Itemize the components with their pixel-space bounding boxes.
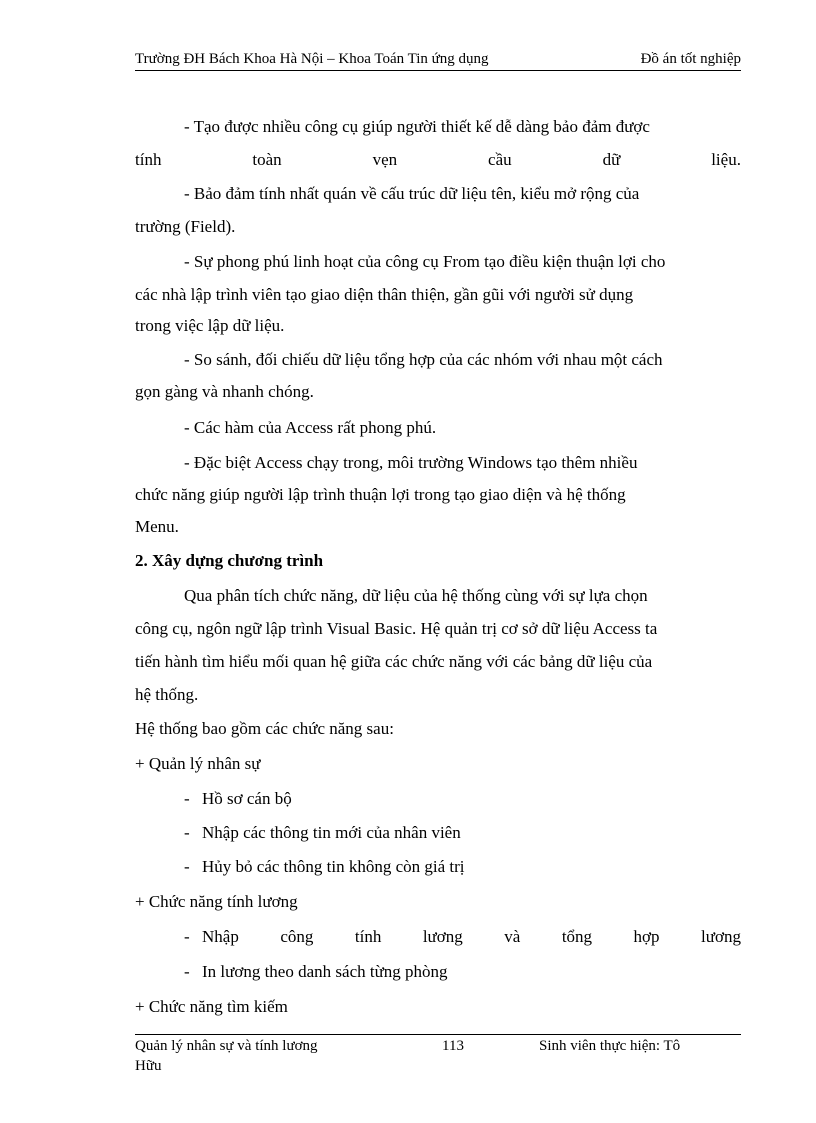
- paragraph-line: - Tạo được nhiều công cụ giúp người thiết kế dễ dàng bảo đảm được: [184, 117, 650, 136]
- page-footer: [135, 1034, 741, 1080]
- list-item: [184, 962, 790, 982]
- word: tính: [354, 927, 382, 946]
- function-group-title: + Chức năng tìm kiếm: [135, 997, 288, 1016]
- paragraph-line: - Các hàm của Access rất phong phú.: [184, 418, 437, 437]
- dash: -: [184, 823, 190, 842]
- dash: -: [184, 857, 190, 876]
- word: toàn: [252, 150, 282, 169]
- paragraph-line: tiến hành tìm hiểu mối quan hệ giữa các chức năng với các bảng dữ liệu của: [135, 652, 653, 671]
- paragraph-line: - So sánh, đối chiếu dữ liệu tổng hợp của các nhóm với nhau một cách: [184, 350, 663, 369]
- word: cầu: [488, 150, 512, 169]
- page-header: [135, 50, 741, 71]
- page-number: 113: [442, 1038, 464, 1054]
- list-item-justified: [184, 927, 741, 947]
- list-item: [184, 857, 790, 877]
- list-item: [184, 823, 790, 843]
- word: liệu.: [711, 150, 741, 169]
- list-item-text: Nhập các thông tin mới của nhân viên: [202, 823, 461, 842]
- word: hợp: [633, 927, 660, 946]
- paragraph-line: - Bảo đảm tính nhất quán về cấu trúc dữ liệu tên, kiểu mở rộng của: [184, 184, 640, 203]
- paragraph-line-justified: [135, 150, 741, 170]
- paragraph-line: trường (Field).: [135, 217, 236, 236]
- list-item-text: In lương theo danh sách từng phòng: [202, 962, 448, 981]
- paragraph-line: Hệ thống bao gồm các chức năng sau:: [135, 719, 394, 738]
- word: tính: [135, 150, 162, 169]
- word: [184, 927, 239, 947]
- list-item-text: Hủy bỏ các thông tin không còn giá trị: [202, 857, 465, 876]
- list-item-text: Hồ sơ cán bộ: [202, 789, 292, 808]
- header-school: Trường ĐH Bách Khoa Hà Nội – Khoa Toán Tin ứng dụng: [135, 51, 489, 67]
- word: và: [504, 927, 521, 946]
- list-item: [184, 789, 790, 809]
- footer-author-continuation: Hữu: [135, 1058, 162, 1074]
- paragraph-line: các nhà lập trình viên tạo giao diện thân thiện, gần gũi với người sử dụng: [135, 285, 634, 304]
- paragraph-line: hệ thống.: [135, 685, 199, 704]
- paragraph-line: chức năng giúp người lập trình thuận lợi trong tạo giao diện và hệ thống: [135, 485, 626, 504]
- footer-author: Sinh viên thực hiện: Tô: [539, 1038, 681, 1054]
- section-heading: 2. Xây dựng chương trình: [135, 551, 324, 570]
- dash: -: [184, 927, 190, 946]
- paragraph-line: công cụ, ngôn ngữ lập trình Visual Basic. Hệ quản trị cơ sở dữ liệu Access ta: [135, 619, 658, 638]
- paragraph-line: - Sự phong phú linh hoạt của công cụ From tạo điều kiện thuận lợi cho: [184, 252, 666, 271]
- footer-title: Quản lý nhân sự và tính lương: [135, 1038, 318, 1054]
- word: lương: [701, 927, 741, 946]
- dash: -: [184, 789, 190, 808]
- word: dữ: [602, 150, 621, 169]
- paragraph-line: Qua phân tích chức năng, dữ liệu của hệ thống cùng với sự lựa chọn: [184, 586, 648, 605]
- word: tổng: [561, 927, 593, 946]
- function-group-title: + Quản lý nhân sự: [135, 754, 261, 773]
- word: vẹn: [372, 150, 398, 169]
- dash: -: [184, 962, 190, 981]
- header-doc-type: Đồ án tốt nghiệp: [640, 51, 741, 67]
- word: công: [280, 927, 314, 946]
- paragraph-line: gọn gàng và nhanh chóng.: [135, 382, 314, 401]
- paragraph-line: trong việc lập dữ liệu.: [135, 316, 285, 335]
- word-text: Nhập: [202, 927, 239, 946]
- function-group-title: + Chức năng tính lương: [135, 892, 298, 911]
- paragraph-line: - Đặc biệt Access chạy trong, môi trường Windows tạo thêm nhiều: [184, 453, 638, 472]
- paragraph-line: Menu.: [135, 517, 179, 536]
- word: lương: [422, 927, 463, 946]
